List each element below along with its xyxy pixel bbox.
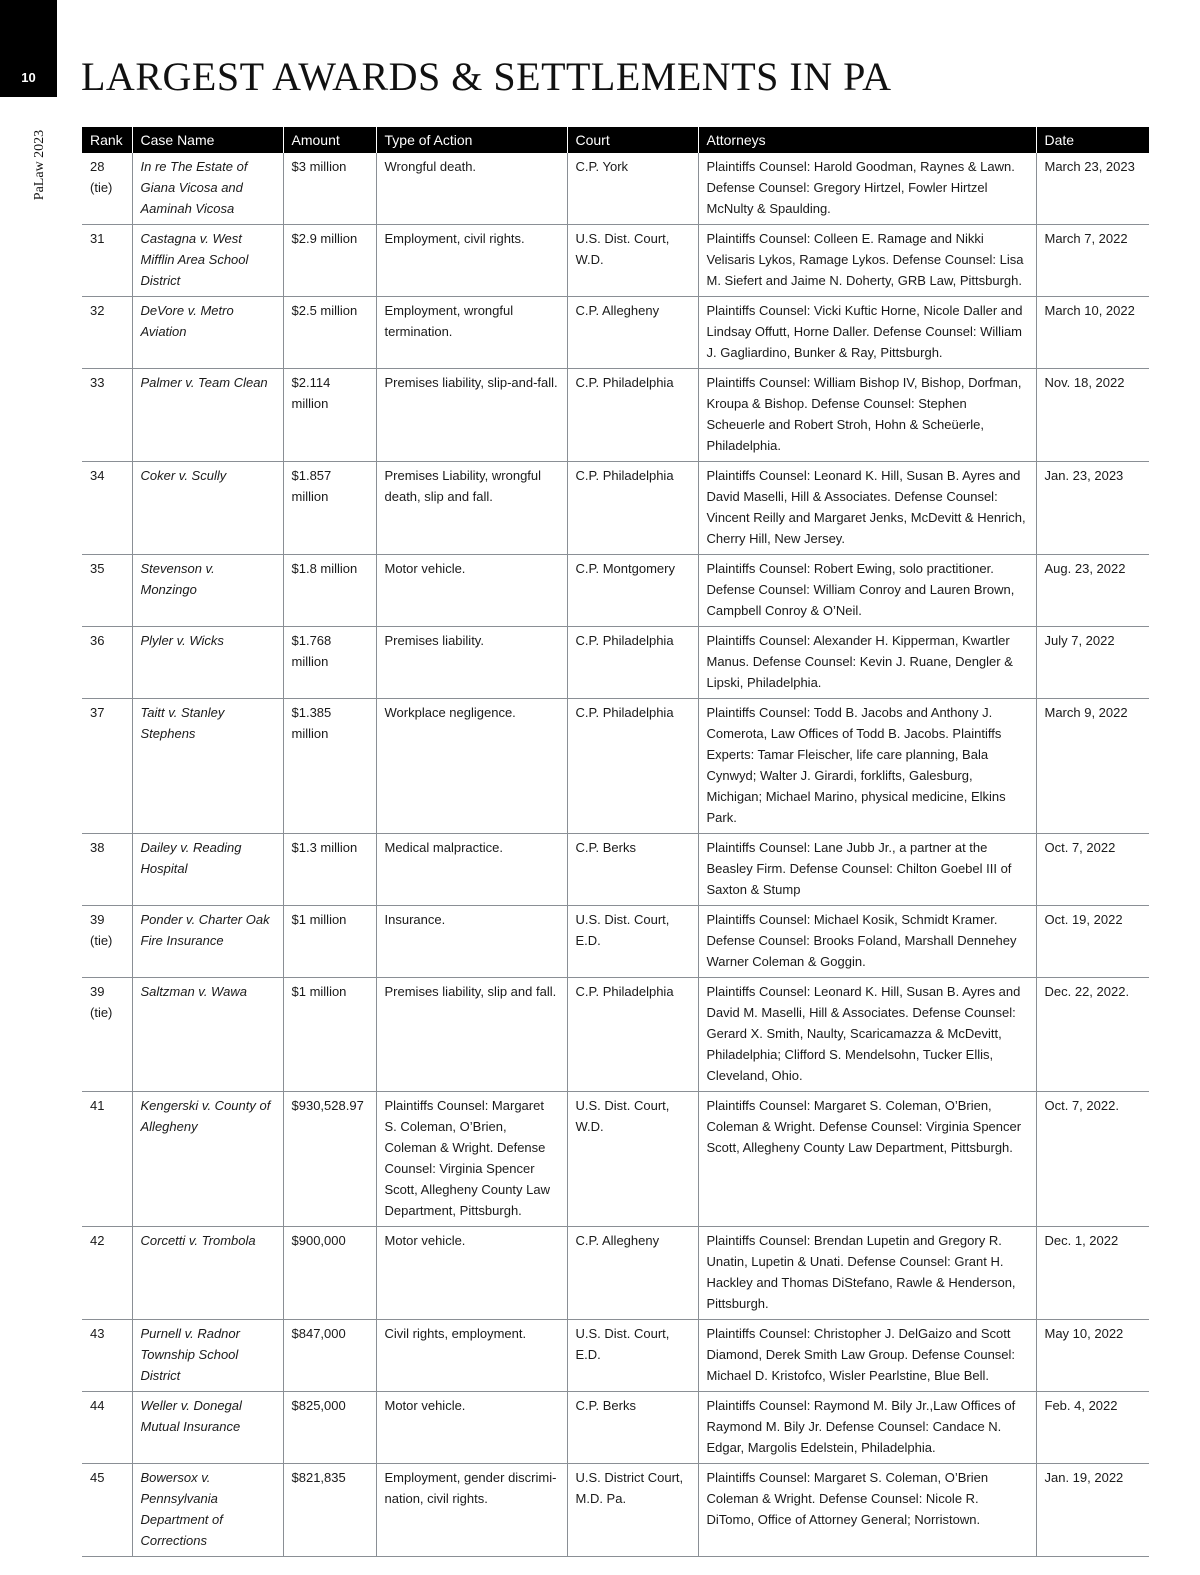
- cell-attorneys: Plaintiffs Counsel: Harold Goodman, Raynes & Lawn. Defense Counsel: Gregory Hirtzel, Fowler Hirtzel McNulty & Spaulding.: [698, 153, 1036, 225]
- table-body: [82, 153, 1149, 1557]
- table-row: [82, 978, 1149, 1092]
- column-header-rank: Rank: [82, 127, 132, 153]
- cell-amount: $1.857 million: [283, 462, 376, 555]
- cell-date: May 10, 2022: [1036, 1320, 1149, 1392]
- cell-attorneys: Plaintiffs Counsel: Christopher J. DelGaizo and Scott Diamond, Derek Smith Law Group. Defense Counsel: Michael D. Kristofco, Wisler Pearlstine, Blue Bell.: [698, 1320, 1036, 1392]
- magazine-name: PaLaw 2023: [32, 129, 47, 201]
- cell-case-name: Corcetti v. Trombola: [132, 1227, 283, 1320]
- awards-table: [82, 127, 1149, 1557]
- cell-date: Oct. 7, 2022: [1036, 834, 1149, 906]
- cell-rank: 39 (tie): [82, 978, 132, 1092]
- cell-type-of-action: Employment, wrongful termination.: [376, 297, 567, 369]
- cell-amount: $1 million: [283, 906, 376, 978]
- column-header-attorneys: Attorneys: [698, 127, 1036, 153]
- cell-case-name: Plyler v. Wicks: [132, 627, 283, 699]
- cell-case-name: In re The Estate of Giana Vicosa and Aaminah Vicosa: [132, 153, 283, 225]
- cell-rank: 32: [82, 297, 132, 369]
- cell-attorneys: Plaintiffs Counsel: Michael Kosik, Schmidt Kramer. Defense Counsel: Brooks Foland, Marshall Dennehey Warner Coleman & Goggin.: [698, 906, 1036, 978]
- cell-attorneys: Plaintiffs Counsel: Margaret S. Coleman, O’Brien, Coleman & Wright. Defense Counsel: Virginia Spencer Scott, Allegheny County Law Department, Pittsburgh.: [698, 1092, 1036, 1227]
- cell-court: C.P. Berks: [567, 834, 698, 906]
- cell-date: Jan. 23, 2023: [1036, 462, 1149, 555]
- cell-court: C.P. Montgomery: [567, 555, 698, 627]
- cell-case-name: Saltzman v. Wawa: [132, 978, 283, 1092]
- cell-amount: $847,000: [283, 1320, 376, 1392]
- cell-amount: $2.114 million: [283, 369, 376, 462]
- cell-rank: 36: [82, 627, 132, 699]
- cell-court: C.P. Philadelphia: [567, 462, 698, 555]
- cell-court: C.P. York: [567, 153, 698, 225]
- cell-type-of-action: Workplace negligence.: [376, 699, 567, 834]
- cell-date: Oct. 19, 2022: [1036, 906, 1149, 978]
- cell-case-name: Dailey v. Reading Hospital: [132, 834, 283, 906]
- cell-attorneys: Plaintiffs Counsel: Brendan Lupetin and Gregory R. Unatin, Lupetin & Unati. Defense Counsel: Grant H. Hackley and Thomas DiStefano, Rawle & Henderson, Pittsburgh.: [698, 1227, 1036, 1320]
- cell-type-of-action: Medical malpractice.: [376, 834, 567, 906]
- cell-court: U.S. Dist. Court, E.D.: [567, 906, 698, 978]
- cell-rank: 42: [82, 1227, 132, 1320]
- cell-case-name: Coker v. Scully: [132, 462, 283, 555]
- cell-attorneys: Plaintiffs Counsel: Alexander H. Kipperman, Kwartler Manus. Defense Counsel: Kevin J. Ruane, Dengler & Lipski, Philadelphia.: [698, 627, 1036, 699]
- cell-attorneys: Plaintiffs Counsel: William Bishop IV, Bishop, Dorfman, Kroupa & Bishop. Defense Counsel: Stephen Scheuerle and Robert Stroh, Hohn & Scheüerle, Philadelphia.: [698, 369, 1036, 462]
- cell-attorneys: Plaintiffs Counsel: Margaret S. Coleman, O’Brien Coleman & Wright. Defense Counsel: Nicole R. DiTomo, Office of Attorney General; Norristown.: [698, 1464, 1036, 1557]
- cell-court: U.S. District Court, M.D. Pa.: [567, 1464, 698, 1557]
- cell-amount: $825,000: [283, 1392, 376, 1464]
- table-row: [82, 225, 1149, 297]
- cell-amount: $1.768 million: [283, 627, 376, 699]
- cell-date: Dec. 22, 2022.: [1036, 978, 1149, 1092]
- column-header-type-of-action: Type of Action: [376, 127, 567, 153]
- table-row: [82, 1320, 1149, 1392]
- header-row: [82, 127, 1149, 153]
- cell-case-name: Palmer v. Team Clean: [132, 369, 283, 462]
- table-row: [82, 1092, 1149, 1227]
- cell-date: Oct. 7, 2022.: [1036, 1092, 1149, 1227]
- cell-case-name: Bowersox v. Pennsylvania Department of Corrections: [132, 1464, 283, 1557]
- cell-rank: 28 (tie): [82, 153, 132, 225]
- cell-type-of-action: Motor vehicle.: [376, 1227, 567, 1320]
- cell-case-name: Purnell v. Radnor Township School District: [132, 1320, 283, 1392]
- cell-case-name: Taitt v. Stanley Stephens: [132, 699, 283, 834]
- cell-type-of-action: Plaintiffs Counsel: Margaret S. Coleman, O’Brien, Coleman & Wright. Defense Counsel: Virginia Spencer Scott, Allegheny County Law Department, Pittsburgh.: [376, 1092, 567, 1227]
- cell-date: Aug. 23, 2022: [1036, 555, 1149, 627]
- table-row: [82, 699, 1149, 834]
- table-row: [82, 369, 1149, 462]
- cell-date: March 23, 2023: [1036, 153, 1149, 225]
- page-title: LARGEST AWARDS & SETTLEMENTS IN PA: [81, 54, 892, 99]
- cell-date: March 7, 2022: [1036, 225, 1149, 297]
- table-row: [82, 906, 1149, 978]
- cell-date: March 9, 2022: [1036, 699, 1149, 834]
- cell-court: C.P. Philadelphia: [567, 978, 698, 1092]
- table-row: [82, 834, 1149, 906]
- cell-rank: 44: [82, 1392, 132, 1464]
- cell-rank: 31: [82, 225, 132, 297]
- cell-case-name: Stevenson v. Monzingo: [132, 555, 283, 627]
- cell-type-of-action: Insurance.: [376, 906, 567, 978]
- table-row: [82, 153, 1149, 225]
- cell-amount: $2.9 million: [283, 225, 376, 297]
- cell-rank: 34: [82, 462, 132, 555]
- cell-type-of-action: Employment, gender discrimi-nation, civil rights.: [376, 1464, 567, 1557]
- cell-date: Nov. 18, 2022: [1036, 369, 1149, 462]
- table-header: [82, 127, 1149, 153]
- cell-date: Dec. 1, 2022: [1036, 1227, 1149, 1320]
- cell-rank: 37: [82, 699, 132, 834]
- table-row: [82, 555, 1149, 627]
- cell-court: C.P. Berks: [567, 1392, 698, 1464]
- table-row: [82, 1227, 1149, 1320]
- cell-date: March 10, 2022: [1036, 297, 1149, 369]
- cell-attorneys: Plaintiffs Counsel: Vicki Kuftic Horne, Nicole Daller and Lindsay Offutt, Horne Daller. Defense Counsel: William J. Gagliardino, Bunker & Ray, Pittsburgh.: [698, 297, 1036, 369]
- table-row: [82, 462, 1149, 555]
- cell-rank: 45: [82, 1464, 132, 1557]
- cell-attorneys: Plaintiffs Counsel: Raymond M. Bily Jr.,Law Offices of Raymond M. Bily Jr. Defense Counsel: Candace N. Edgar, Margolis Edelstein, Philadelphia.: [698, 1392, 1036, 1464]
- cell-rank: 35: [82, 555, 132, 627]
- cell-case-name: DeVore v. Metro Aviation: [132, 297, 283, 369]
- cell-amount: $821,835: [283, 1464, 376, 1557]
- cell-attorneys: Plaintiffs Counsel: Todd B. Jacobs and Anthony J. Comerota, Law Offices of Todd B. Jacobs. Plaintiffs Experts: Tamar Fleischer, life care planning, Bala Cynwyd; Walter J. Girardi, forklifts, Galesburg, Michigan; Michael Marino, physical medicine, Elkins Park.: [698, 699, 1036, 834]
- page-number-tab: [0, 0, 57, 97]
- cell-type-of-action: Motor vehicle.: [376, 555, 567, 627]
- cell-date: Jan. 19, 2022: [1036, 1464, 1149, 1557]
- cell-type-of-action: Premises liability, slip-and-fall.: [376, 369, 567, 462]
- cell-court: U.S. Dist. Court, E.D.: [567, 1320, 698, 1392]
- cell-type-of-action: Motor vehicle.: [376, 1392, 567, 1464]
- cell-attorneys: Plaintiffs Counsel: Leonard K. Hill, Susan B. Ayres and David M. Maselli, Hill & Associates. Defense Counsel: Gerard X. Smith, Naulty, Scaricamazza & McDevitt, Philadelphia; Clifford S. Mendelsohn, Tucker Ellis, Cleveland, Ohio.: [698, 978, 1036, 1092]
- cell-type-of-action: Wrongful death.: [376, 153, 567, 225]
- cell-type-of-action: Premises liability.: [376, 627, 567, 699]
- cell-case-name: Ponder v. Charter Oak Fire Insurance: [132, 906, 283, 978]
- cell-attorneys: Plaintiffs Counsel: Lane Jubb Jr., a partner at the Beasley Firm. Defense Counsel: Chilton Goebel III of Saxton & Stump: [698, 834, 1036, 906]
- cell-case-name: Kengerski v. County of Allegheny: [132, 1092, 283, 1227]
- cell-type-of-action: Premises Liability, wrongful death, slip and fall.: [376, 462, 567, 555]
- table-row: [82, 297, 1149, 369]
- cell-court: C.P. Allegheny: [567, 297, 698, 369]
- cell-attorneys: Plaintiffs Counsel: Robert Ewing, solo practitioner. Defense Counsel: William Conroy and Lauren Brown, Campbell Conroy & O’Neil.: [698, 555, 1036, 627]
- cell-amount: $1 million: [283, 978, 376, 1092]
- column-header-court: Court: [567, 127, 698, 153]
- cell-amount: $2.5 million: [283, 297, 376, 369]
- cell-type-of-action: Premises liability, slip and fall.: [376, 978, 567, 1092]
- cell-rank: 43: [82, 1320, 132, 1392]
- column-header-date: Date: [1036, 127, 1149, 153]
- cell-court: C.P. Philadelphia: [567, 699, 698, 834]
- cell-date: Feb. 4, 2022: [1036, 1392, 1149, 1464]
- table-row: [82, 1464, 1149, 1557]
- cell-case-name: Castagna v. West Mifflin Area School District: [132, 225, 283, 297]
- table-row: [82, 1392, 1149, 1464]
- cell-case-name: Weller v. Donegal Mutual Insurance: [132, 1392, 283, 1464]
- cell-amount: $1.3 million: [283, 834, 376, 906]
- cell-attorneys: Plaintiffs Counsel: Colleen E. Ramage and Nikki Velisaris Lykos, Ramage Lykos. Defense Counsel: Lisa M. Siefert and Jaime N. Doherty, GRB Law, Pittsburgh.: [698, 225, 1036, 297]
- page-number: 10: [21, 70, 36, 85]
- cell-amount: $930,528.97: [283, 1092, 376, 1227]
- column-header-case-name: Case Name: [132, 127, 283, 153]
- cell-rank: 38: [82, 834, 132, 906]
- table-row: [82, 627, 1149, 699]
- cell-court: C.P. Philadelphia: [567, 627, 698, 699]
- cell-type-of-action: Civil rights, employment.: [376, 1320, 567, 1392]
- cell-amount: $900,000: [283, 1227, 376, 1320]
- cell-amount: $1.8 million: [283, 555, 376, 627]
- cell-date: July 7, 2022: [1036, 627, 1149, 699]
- cell-rank: 41: [82, 1092, 132, 1227]
- cell-rank: 33: [82, 369, 132, 462]
- cell-rank: 39 (tie): [82, 906, 132, 978]
- column-header-amount: Amount: [283, 127, 376, 153]
- cell-court: U.S. Dist. Court, W.D.: [567, 1092, 698, 1227]
- cell-amount: $1.385 million: [283, 699, 376, 834]
- cell-amount: $3 million: [283, 153, 376, 225]
- cell-court: C.P. Philadelphia: [567, 369, 698, 462]
- cell-court: C.P. Allegheny: [567, 1227, 698, 1320]
- cell-attorneys: Plaintiffs Counsel: Leonard K. Hill, Susan B. Ayres and David Maselli, Hill & Associates. Defense Counsel: Vincent Reilly and Margaret Jenks, McDevitt & Henrich, Cherry Hill, New Jersey.: [698, 462, 1036, 555]
- cell-court: U.S. Dist. Court, W.D.: [567, 225, 698, 297]
- cell-type-of-action: Employment, civil rights.: [376, 225, 567, 297]
